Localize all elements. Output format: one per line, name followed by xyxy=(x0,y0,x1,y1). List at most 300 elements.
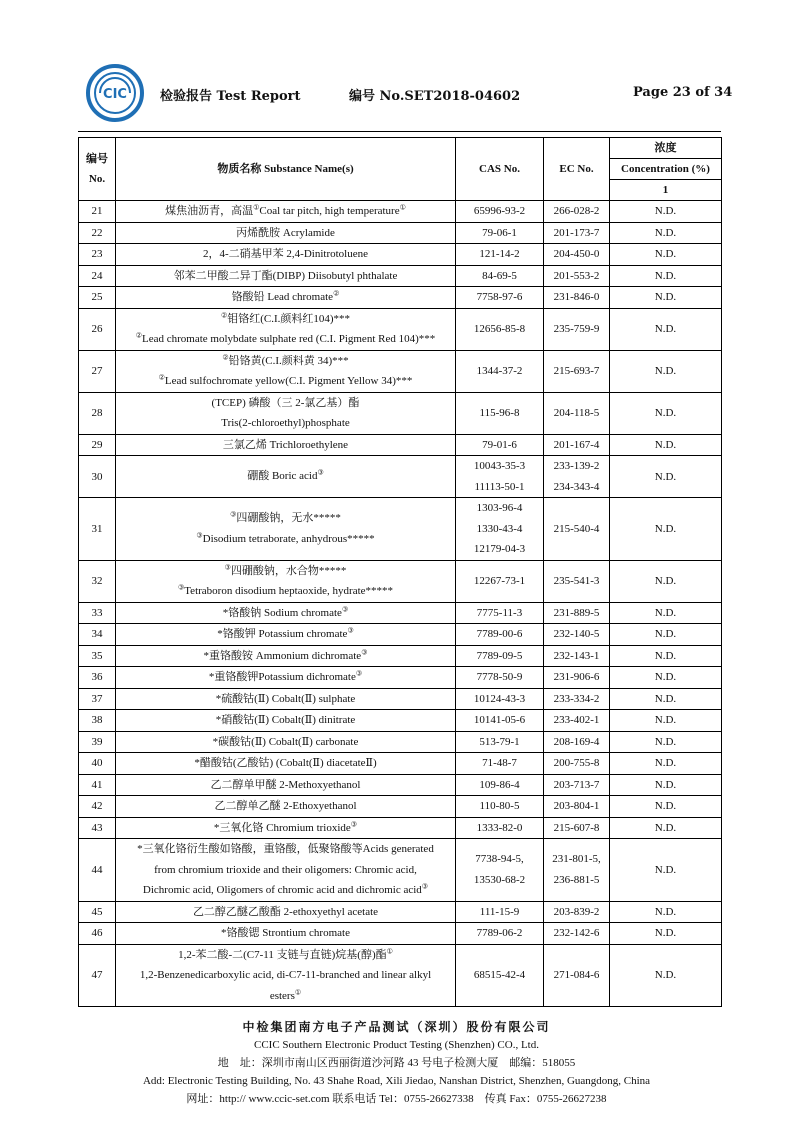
ec-number-value: 203-804-1 xyxy=(553,800,600,812)
row-number xyxy=(79,731,116,753)
row-number xyxy=(79,456,116,498)
ec-number-value: 231-889-5 xyxy=(553,606,600,619)
substance-name-text: Lead sulfochromate yellow(C.I. Pigment Yellow 34)*** xyxy=(164,375,413,387)
concentration xyxy=(610,624,722,646)
cas-number-value: 7789-00-6 xyxy=(476,628,523,640)
substance-name xyxy=(116,645,456,667)
substance-name-text: 乙二醇乙醚乙酸酯 2-ethoxyethyl acetate xyxy=(192,905,379,918)
ec-number xyxy=(544,434,610,456)
table-row xyxy=(79,774,722,796)
substance-name xyxy=(116,688,456,710)
cas-number xyxy=(456,265,544,287)
table-row xyxy=(79,498,722,561)
concentration-value: N.D. xyxy=(654,407,677,419)
report-number: 编号 No.SET2018-04602 xyxy=(349,89,521,104)
cas-number-value: 1330-43-4 xyxy=(476,522,523,535)
substance-name xyxy=(116,624,456,646)
ec-number xyxy=(544,817,610,839)
concentration xyxy=(610,817,722,839)
row-number-text: 21 xyxy=(91,205,103,218)
substance-name-text: *醋酸钴(乙酸钴) (Cobalt(Ⅱ) diacetateⅡ) xyxy=(194,757,377,769)
ec-number-value: 201-167-4 xyxy=(553,438,600,451)
row-number xyxy=(79,222,116,244)
ec-number xyxy=(544,201,610,223)
substance-name-text: Tris(2-chloroethyl)phosphate xyxy=(221,417,350,429)
concentration xyxy=(610,839,722,902)
substance-name-line xyxy=(119,435,452,456)
row-number xyxy=(79,817,116,839)
row-number xyxy=(79,308,116,350)
substance-name-line xyxy=(119,710,452,731)
ec-number xyxy=(544,287,610,309)
header-no: 编号 No. xyxy=(79,138,116,201)
cas-number xyxy=(456,774,544,796)
ec-number xyxy=(544,350,610,392)
substance-name-line xyxy=(119,689,452,710)
ec-number-value: 201-173-7 xyxy=(553,226,600,239)
concentration-value: N.D. xyxy=(654,205,677,218)
ec-number-value: 233-334-2 xyxy=(553,692,600,705)
substance-name xyxy=(116,201,456,223)
cas-number-value: 13530-68-2 xyxy=(473,873,526,886)
row-number-text: 24 xyxy=(91,269,103,282)
ec-number-value: 234-343-4 xyxy=(553,480,600,493)
substance-name-text: 四硼酸钠，水合物***** xyxy=(230,564,347,577)
substance-name xyxy=(116,434,456,456)
ec-number-value: 215-540-4 xyxy=(553,522,600,535)
table-row xyxy=(79,265,722,287)
row-number-text: 40 xyxy=(91,757,103,770)
ec-number-value: 231-801-5, xyxy=(552,853,601,866)
substance-name xyxy=(116,839,456,902)
substance-name-line xyxy=(119,466,452,487)
ec-number xyxy=(544,602,610,624)
concentration-value: N.D. xyxy=(654,522,677,535)
substance-name-line xyxy=(119,818,452,839)
substance-name-text: 钼铬红(C.I.颜料红104)*** xyxy=(227,312,351,325)
concentration-value: N.D. xyxy=(654,821,677,834)
concentration xyxy=(610,350,722,392)
concentration-value: N.D. xyxy=(654,714,677,727)
concentration-value: N.D. xyxy=(654,323,677,335)
concentration-value: N.D. xyxy=(654,470,677,483)
concentration xyxy=(610,560,722,602)
substance-name-line xyxy=(119,413,452,434)
ec-number-value: 200-755-8 xyxy=(553,757,600,769)
footnote-marker: ① xyxy=(399,203,406,212)
substance-name-line xyxy=(119,266,452,287)
substance-name-text: 邻苯二甲酸二异丁酯(DIBP) Diisobutyl phthalate xyxy=(173,269,398,282)
row-number xyxy=(79,201,116,223)
substance-name-text: 乙二醇单乙醚 2-Ethoxyethanol xyxy=(214,800,357,812)
cas-number-value: 84-69-5 xyxy=(482,269,517,282)
ec-number-value: 235-541-3 xyxy=(553,574,600,587)
substance-name-line xyxy=(119,508,452,529)
cas-number-value: 68515-42-4 xyxy=(473,969,526,981)
row-number-text: 37 xyxy=(91,692,103,705)
concentration xyxy=(610,287,722,309)
row-number xyxy=(79,244,116,266)
substance-name-text: Dichromic acid, Oligomers of chromic acid and dichromic acid xyxy=(142,884,422,896)
cas-number xyxy=(456,923,544,945)
footnote-marker: ② xyxy=(220,310,228,319)
substance-name-text: Disodium tetraborate, anhydrous***** xyxy=(202,532,375,545)
table-row xyxy=(79,667,722,689)
cas-number-value: 7789-06-2 xyxy=(476,927,523,939)
cas-number-value: 12179-04-3 xyxy=(473,543,526,555)
cas-number-value: 71-48-7 xyxy=(482,757,517,769)
ec-number xyxy=(544,710,610,732)
cas-number-value: 7738-94-5, xyxy=(475,853,524,866)
concentration xyxy=(610,923,722,945)
cas-number-value: 1344-37-2 xyxy=(476,364,523,377)
substance-name-line xyxy=(119,287,452,308)
row-number-text: 47 xyxy=(91,969,103,982)
substance-name-line xyxy=(119,965,452,986)
table-row xyxy=(79,434,722,456)
cas-number xyxy=(456,624,544,646)
ec-number-value: 201-553-2 xyxy=(553,269,600,282)
footnote-marker: ③ xyxy=(177,583,185,592)
ec-number xyxy=(544,498,610,561)
cas-number-value: 12656-85-8 xyxy=(473,322,526,335)
ec-number-value: 215-693-7 xyxy=(553,364,600,377)
ec-number xyxy=(544,688,610,710)
substance-name-text: *硝酸钴(Ⅱ) Cobalt(Ⅱ) dinitrate xyxy=(215,714,356,726)
substance-name-text: *重铬酸钾Potassium dichromate xyxy=(208,671,356,683)
cas-number xyxy=(456,901,544,923)
header-substance: 物质名称 Substance Name(s) xyxy=(116,138,456,201)
table-row xyxy=(79,456,722,498)
ec-number xyxy=(544,774,610,796)
concentration xyxy=(610,753,722,775)
substance-name-line xyxy=(119,371,452,392)
header-concentration-en: Concentration (%) xyxy=(610,159,722,180)
ec-number xyxy=(544,923,610,945)
concentration-value: N.D. xyxy=(654,757,677,770)
cas-number xyxy=(456,731,544,753)
row-number-text: 41 xyxy=(91,778,103,791)
concentration xyxy=(610,265,722,287)
table-row xyxy=(79,201,722,223)
header-concentration-cn: 浓度 xyxy=(610,138,722,159)
row-number-text: 29 xyxy=(91,438,103,451)
table-row xyxy=(79,560,722,602)
cas-number-value: 1333-82-0 xyxy=(476,821,523,834)
row-number xyxy=(79,392,116,434)
substance-name-text: 四硼酸钠，无水***** xyxy=(236,512,341,525)
substance-name-text: 煤焦油沥青，高温 xyxy=(165,205,254,217)
ec-number-value: 271-084-6 xyxy=(553,969,600,981)
substance-name xyxy=(116,796,456,818)
substance-name-line xyxy=(119,902,452,923)
substance-name-line xyxy=(119,923,452,944)
concentration-value: N.D. xyxy=(654,438,677,451)
table-row xyxy=(79,350,722,392)
row-number-text: 28 xyxy=(91,407,103,419)
row-number xyxy=(79,796,116,818)
footnote-marker: ③ xyxy=(317,468,324,477)
cas-number xyxy=(456,201,544,223)
ec-number-value: 266-028-2 xyxy=(553,205,600,217)
row-number-text: 43 xyxy=(91,821,103,834)
header-ec: EC No. xyxy=(544,138,610,201)
substance-name-line xyxy=(119,753,452,774)
row-number xyxy=(79,667,116,689)
row-number-text: 35 xyxy=(91,649,103,662)
row-number-text: 22 xyxy=(91,226,103,239)
row-number-text: 39 xyxy=(91,735,103,748)
substance-name-line xyxy=(119,667,452,688)
row-number xyxy=(79,645,116,667)
substance-name-text: *铬酸钠 Sodium chromate xyxy=(222,606,342,619)
footnote-marker: ③ xyxy=(355,669,363,678)
cas-number-value: 12267-73-1 xyxy=(473,574,526,587)
substance-name-line xyxy=(119,351,452,372)
cas-number xyxy=(456,688,544,710)
row-number xyxy=(79,498,116,561)
cas-number xyxy=(456,434,544,456)
substance-name-line xyxy=(119,839,452,860)
ec-number xyxy=(544,624,610,646)
substance-name-line xyxy=(119,796,452,817)
row-number xyxy=(79,434,116,456)
footnote-marker: ③ xyxy=(361,647,368,656)
substance-name-text: 铅铬黄(C.I.颜料黄 34)*** xyxy=(228,354,349,367)
table-row xyxy=(79,602,722,624)
substance-name xyxy=(116,923,456,945)
row-number xyxy=(79,901,116,923)
substance-name-text: Lead chromate molybdate sulphate red (C.I. Pigment Red 104)*** xyxy=(142,333,436,345)
ec-number xyxy=(544,944,610,1007)
substance-name-text: 丙烯酰胺 Acrylamide xyxy=(236,226,335,239)
concentration-value: N.D. xyxy=(654,927,677,940)
substance-name-text: 乙二醇单甲醚 2-Methoxyethanol xyxy=(210,778,361,791)
substance-name xyxy=(116,901,456,923)
row-number-text: 30 xyxy=(91,470,103,483)
footer-company-en: CCIC Southern Electronic Product Testing (Shenzhen) CO., Ltd. xyxy=(254,1039,539,1051)
substance-name xyxy=(116,287,456,309)
ec-number xyxy=(544,731,610,753)
ec-number xyxy=(544,753,610,775)
concentration-value: N.D. xyxy=(654,226,677,239)
concentration-value: N.D. xyxy=(654,800,677,813)
ec-number xyxy=(544,560,610,602)
concentration xyxy=(610,796,722,818)
footnote-marker: ② xyxy=(333,289,340,298)
concentration xyxy=(610,667,722,689)
substance-name-line xyxy=(119,244,452,265)
row-number xyxy=(79,944,116,1007)
concentration xyxy=(610,392,722,434)
concentration-value: N.D. xyxy=(654,575,677,587)
footnote-marker: ③ xyxy=(230,510,237,519)
substance-name-line xyxy=(119,201,452,222)
row-number xyxy=(79,560,116,602)
substance-name xyxy=(116,244,456,266)
table-row xyxy=(79,222,722,244)
substance-name-line xyxy=(119,393,452,414)
row-number xyxy=(79,350,116,392)
row-number xyxy=(79,624,116,646)
ccic-logo xyxy=(86,64,144,122)
row-number xyxy=(79,753,116,775)
ec-number-value: 208-169-4 xyxy=(553,735,600,748)
ec-number-value: 232-143-1 xyxy=(553,649,600,662)
substance-name-line xyxy=(119,860,452,881)
substance-name-text: 1,2-Benzenedicarboxylic acid, di-C7-11-branched and linear alkyl xyxy=(139,969,432,981)
substance-name-text: *三氧化铬衍生酸如铬酸，重铬酸，低聚铬酸等Acids generated xyxy=(137,843,434,855)
ec-number xyxy=(544,839,610,902)
row-number-text: 33 xyxy=(91,606,103,619)
footnote-marker: ③ xyxy=(196,531,203,540)
row-number xyxy=(79,688,116,710)
cas-number-value: 513-79-1 xyxy=(479,735,520,748)
table-row xyxy=(79,688,722,710)
ec-number xyxy=(544,667,610,689)
ec-number xyxy=(544,222,610,244)
row-number-text: 25 xyxy=(91,291,103,304)
ec-number-value: 231-846-0 xyxy=(553,291,600,303)
concentration-value: N.D. xyxy=(654,735,677,748)
table-row xyxy=(79,817,722,839)
substance-name-text: *三氧化铬 Chromium trioxide xyxy=(213,821,351,834)
cas-number-value: 1303-96-4 xyxy=(476,502,523,514)
cas-number xyxy=(456,222,544,244)
footnote-marker: ① xyxy=(294,987,302,996)
table-row xyxy=(79,796,722,818)
cas-number xyxy=(456,667,544,689)
concentration xyxy=(610,731,722,753)
ec-number-value: 204-450-0 xyxy=(553,248,600,260)
concentration xyxy=(610,244,722,266)
page-header xyxy=(0,0,793,130)
row-number-text: 44 xyxy=(91,863,103,876)
table-row xyxy=(79,944,722,1007)
ec-number-value: 232-142-6 xyxy=(553,927,600,939)
concentration xyxy=(610,222,722,244)
concentration xyxy=(610,602,722,624)
substance-name-line xyxy=(119,732,452,753)
footer-address-en: Add: Electronic Testing Building, No. 43 Shahe Road, Xili Jiedao, Nanshan District, Shenzhen, Guangdong, China xyxy=(142,1075,651,1087)
substance-name xyxy=(116,456,456,498)
page-footer xyxy=(0,1018,793,1108)
cas-number-value: 7758-97-6 xyxy=(476,291,523,303)
table-row xyxy=(79,710,722,732)
ec-number xyxy=(544,796,610,818)
substance-name-text: *重铬酸铵 Ammonium dichromate xyxy=(203,649,362,662)
cas-number xyxy=(456,839,544,902)
substance-table xyxy=(78,137,722,1007)
ec-number xyxy=(544,308,610,350)
table-row xyxy=(79,624,722,646)
cas-number-value: 109-86-4 xyxy=(479,778,520,791)
concentration-value: N.D. xyxy=(654,628,677,641)
cas-number xyxy=(456,287,544,309)
substance-name xyxy=(116,944,456,1007)
row-number-text: 26 xyxy=(91,323,103,335)
ec-number-value: 231-906-6 xyxy=(553,671,600,683)
concentration-value: N.D. xyxy=(654,969,677,982)
footnote-marker: ① xyxy=(386,946,393,955)
row-number-text: 45 xyxy=(91,905,103,918)
cas-number-value: 10043-35-3 xyxy=(473,460,526,472)
substance-name-line xyxy=(119,986,452,1007)
substance-name-line xyxy=(119,624,452,645)
table-row xyxy=(79,244,722,266)
footnote-marker: ③ xyxy=(421,882,429,891)
row-number xyxy=(79,602,116,624)
ec-number xyxy=(544,244,610,266)
concentration xyxy=(610,456,722,498)
concentration xyxy=(610,434,722,456)
row-number-text: 36 xyxy=(91,671,103,684)
concentration xyxy=(610,901,722,923)
substance-name-line xyxy=(119,581,452,602)
ec-number-value: 233-402-1 xyxy=(553,714,600,726)
ec-number-value: 235-759-9 xyxy=(553,322,600,335)
cas-number xyxy=(456,456,544,498)
substance-name xyxy=(116,265,456,287)
concentration-value: N.D. xyxy=(654,671,677,684)
substance-name-line xyxy=(119,603,452,624)
substance-name-line xyxy=(119,561,452,582)
row-number-text: 27 xyxy=(91,365,103,377)
concentration-value: N.D. xyxy=(654,778,677,791)
substance-name xyxy=(116,731,456,753)
concentration xyxy=(610,710,722,732)
row-number-text: 38 xyxy=(91,714,103,727)
cas-number-value: 121-14-2 xyxy=(479,248,520,260)
substance-name xyxy=(116,560,456,602)
ec-number-value: 236-881-5 xyxy=(553,873,600,886)
footer-address-cn: 地 址：深圳市南山区西丽街道沙河路 43 号电子检测大厦 邮编：518055 xyxy=(217,1057,576,1069)
substance-name xyxy=(116,498,456,561)
cas-number xyxy=(456,645,544,667)
concentration-value: N.D. xyxy=(654,269,677,282)
footnote-marker: ③ xyxy=(347,626,354,635)
concentration xyxy=(610,944,722,1007)
row-number xyxy=(79,839,116,902)
page-indicator: Page 23 of 34 xyxy=(633,85,733,100)
cas-number-value: 7778-50-9 xyxy=(476,671,523,683)
cas-number-value: 65996-93-2 xyxy=(473,205,526,217)
table-row xyxy=(79,645,722,667)
ec-number xyxy=(544,901,610,923)
cas-number-value: 79-01-6 xyxy=(482,438,517,451)
cas-number xyxy=(456,308,544,350)
row-number xyxy=(79,710,116,732)
row-number xyxy=(79,265,116,287)
concentration-value: N.D. xyxy=(654,649,677,662)
cas-number-value: 115-96-8 xyxy=(479,406,520,419)
row-number-text: 31 xyxy=(91,522,103,535)
cas-number xyxy=(456,244,544,266)
footnote-marker: ② xyxy=(158,373,165,382)
ec-number xyxy=(544,645,610,667)
concentration xyxy=(610,645,722,667)
substance-name xyxy=(116,392,456,434)
cas-number xyxy=(456,817,544,839)
concentration-value: N.D. xyxy=(654,863,677,876)
row-number xyxy=(79,287,116,309)
footer-contact: 网址：http:// www.ccic-set.com 联系电话 Tel：0755-26627338 传真 Fax：0755-26627238 xyxy=(186,1093,607,1105)
footer-company-cn: 中检集团南方电子产品测试（深圳）股份有限公司 xyxy=(242,1020,551,1034)
cas-number xyxy=(456,392,544,434)
table-row xyxy=(79,901,722,923)
footnote-marker: ③ xyxy=(341,604,349,613)
substance-name-text: Coal tar pitch, high temperature xyxy=(259,205,400,217)
